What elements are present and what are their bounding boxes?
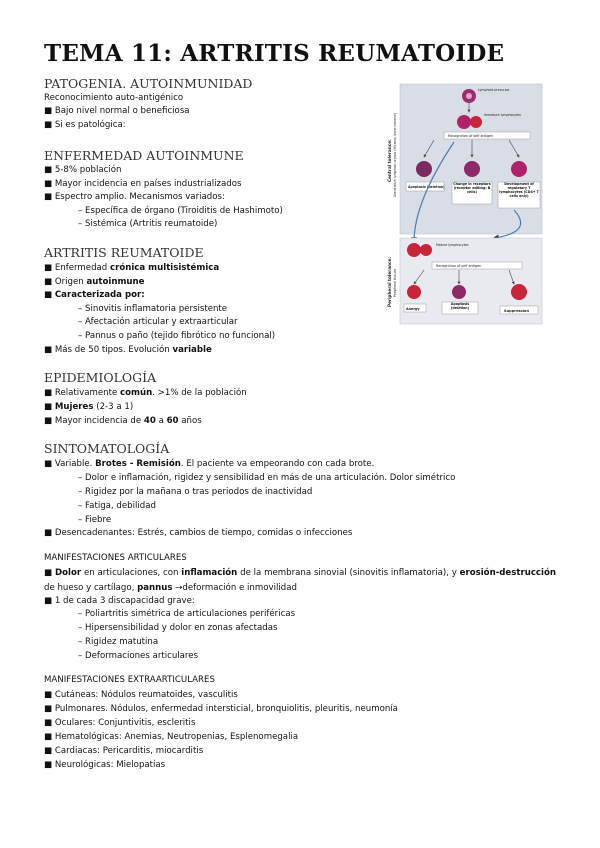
outcome-apoptosis-1: Apoptosis (deletion) <box>408 185 445 189</box>
list-item: ■ Espectro amplio. Mecanismos variados: <box>44 192 225 202</box>
mature-lymphocytes-label: Mature lymphocytes <box>436 243 469 247</box>
list-item: ■ Más de 50 tipos. Evolución variable <box>44 345 212 355</box>
list-item: ■ Cardiacas: Pericarditis, miocarditis <box>44 746 204 756</box>
immature-lymphocyte-cell <box>457 115 471 129</box>
section-heading-artritis: ARTRITIS REUMATOIDE <box>44 245 204 260</box>
sub-item: – Afectación articular y extraarticular <box>78 317 238 327</box>
sub-item: – Dolor e inflamación, rigidez y sensibilidad en más de una articulación. Dolor simétrico <box>78 473 456 483</box>
lymphoid-precursor-label: Lymphoid precursor <box>478 88 510 92</box>
suppression-cell <box>511 284 527 300</box>
outcome-suppression: Suppression <box>504 309 530 313</box>
list-item: ■ Hematológicas: Anemias, Neutropenias, Esplenomegalia <box>44 732 299 742</box>
list-item: ■ Mayor incidencia de 40 a 60 años <box>44 416 202 426</box>
sub-item: – Rigidez matutina <box>78 637 159 647</box>
section-heading-enfermedad: ENFERMEDAD AUTOINMUNE <box>44 148 244 163</box>
list-item: ■ Desencadenantes: Estrés, cambios de tiempo, comidas o infecciones <box>44 528 353 538</box>
outcome-regulatory: Development of regulatory T lymphocytes (CD4+ T cells only) <box>499 182 539 198</box>
list-item: ■ Enfermedad crónica multisistémica <box>44 263 220 273</box>
anergy-cell <box>407 285 421 299</box>
sub-item: – Específica de órgano (Tiroiditis de Hashimoto) <box>78 206 283 216</box>
outcome-anergy: Anergy <box>406 307 420 311</box>
list-item: ■ Pulmonares. Nódulos, enfermedad intersticial, bronquiolitis, pleuritis, neumonía <box>44 704 398 714</box>
list-item: ■ Mujeres (2-3 a 1) <box>44 402 134 412</box>
list-item: ■ 5-8% población <box>44 165 122 175</box>
apoptosis-cell-2 <box>452 285 466 299</box>
text-line: Reconocimiento auto-antigénico <box>44 93 184 103</box>
tolerance-diagram <box>384 82 544 326</box>
apoptosis-cell <box>416 161 432 177</box>
page-title: TEMA 11: ARTRITIS REUMATOIDE <box>44 40 505 67</box>
mature-lymphocyte-cell <box>407 243 421 257</box>
list-item: ■ 1 de cada 3 discapacidad grave: <box>44 596 195 606</box>
recognition-label-1: Recognition of self antigen <box>448 134 494 138</box>
sub-item: – Fiebre <box>78 515 112 525</box>
outcome-receptor-editing: Change in receptors (receptor editing; B cells) <box>453 182 491 194</box>
list-item: ■ Neurológicas: Mielopatías <box>44 760 166 770</box>
section-heading-epidemiologia: EPIDEMIOLOGÍA <box>44 370 157 385</box>
sub-item: – Deformaciones articulares <box>78 651 199 661</box>
sub-item: – Fatiga, debilidad <box>78 501 156 511</box>
central-tolerance-sub: Generative lymphoid organs (thymus, bone marrow) <box>393 113 397 197</box>
sub-item: – Hipersensibilidad y dolor en zonas afectadas <box>78 623 278 633</box>
central-tolerance-label: Central tolerance: <box>387 139 392 182</box>
recognition-label-2: Recognition of self antigen <box>436 264 482 268</box>
peripheral-tolerance-label: Peripheral tolerance: <box>387 256 392 307</box>
list-item: ■ Caracterizada por: <box>44 290 145 300</box>
list-item: ■ Oculares: Conjuntivitis, escleritis <box>44 718 196 728</box>
immature-lymphocytes-label: Immature lymphocytes <box>484 113 521 117</box>
list-item: ■ Variable. Brotes - Remisión. El paciente va empeorando con cada brote. <box>44 459 375 469</box>
list-item: ■ Cutáneas: Nódulos reumatoides, vasculitis <box>44 690 238 700</box>
sub-item: – Poliartritis simétrica de articulaciones periféricas <box>78 609 296 619</box>
receptor-editing-cell <box>464 161 480 177</box>
paragraph-articulares: ■ Dolor en articulaciones, con inflamación de la membrana sinovial (sinovitis inflamatoria), y erosión-destrucción de hueso y cartílago, pannus →deformación e inmovilidad <box>44 568 556 593</box>
list-item: ■ Origen autoinmune <box>44 277 145 287</box>
sub-item: – Sinovitis inflamatoria persistente <box>78 304 228 314</box>
subsection-heading-articulares: MANIFESTACIONES ARTICULARES <box>44 553 187 563</box>
list-item: ■ Mayor incidencia en países industrializados <box>44 179 242 189</box>
outcome-apoptosis-2: Apoptosis (deletion) <box>450 302 470 310</box>
list-item: ■ Relativamente común. >1% de la población <box>44 388 247 398</box>
sub-item: – Rigidez por la mañana o tras periodos de inactividad <box>78 487 313 497</box>
subsection-heading-extraarticulares: MANIFESTACIONES EXTRAARTICULARES <box>44 675 215 685</box>
list-item: ■ Bajo nivel normal o beneficiosa <box>44 106 190 116</box>
section-heading-sintomatologia: SINTOMATOLOGÍA <box>44 441 170 456</box>
central-panel <box>400 84 542 234</box>
sub-item: – Pannus o paño (tejido fibrótico no funcional) <box>78 331 276 341</box>
sub-item: – Sistémica (Artritis reumatoide) <box>78 219 218 229</box>
list-item: ■ Si es patológica: <box>44 120 126 130</box>
peripheral-tolerance-sub: Peripheral tissues <box>393 268 397 297</box>
section-heading-patogenia: PATOGENIA. AUTOINMUNIDAD <box>44 76 253 91</box>
regulatory-t-cell <box>511 161 527 177</box>
